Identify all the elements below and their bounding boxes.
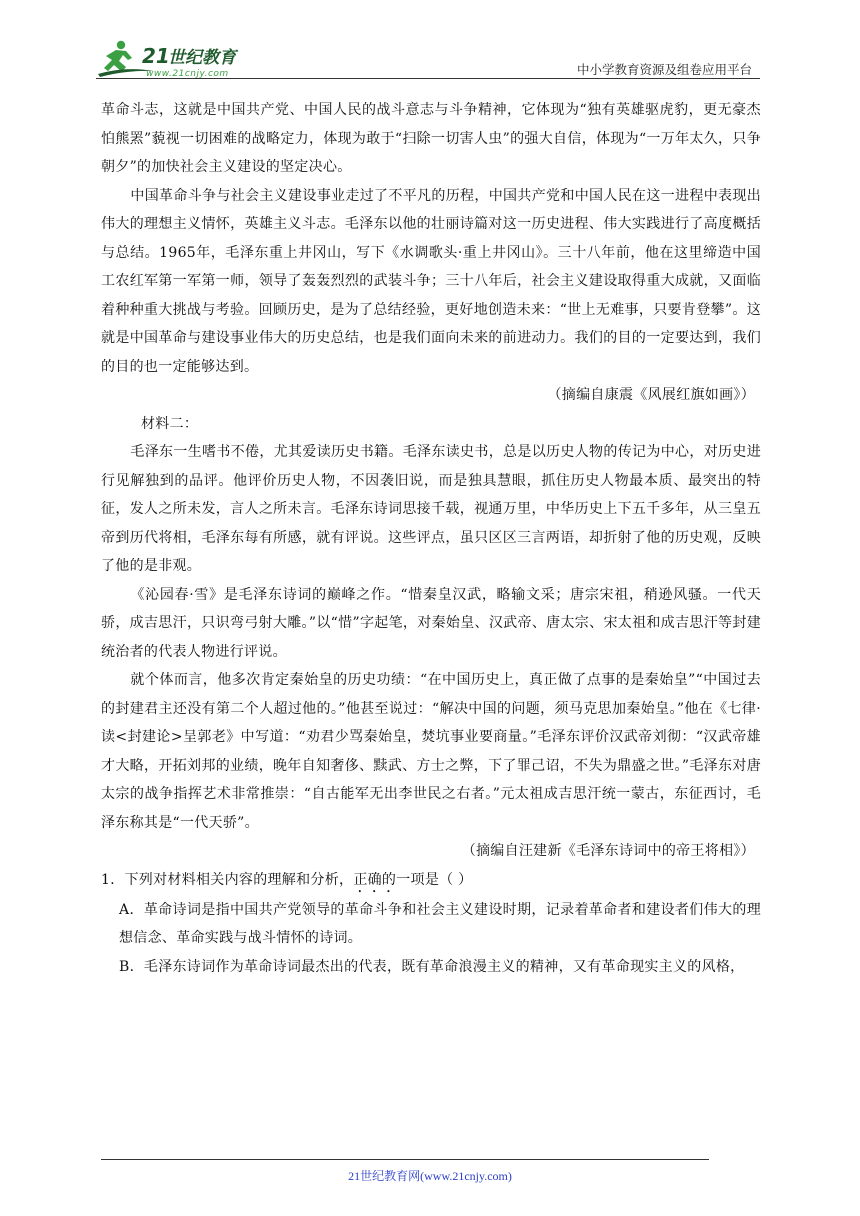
paragraph: 就个体而言，他多次肯定秦始皇的历史功绩：“在中国历史上，真正做了点事的是秦始皇”“中国过去的封建君主还没有第二个人超过他的。”他甚至说过：“解决中国的问题，须马克思加秦始皇。”他在《七律·读<封建论>呈郭老》中写道：“劝君少骂秦始皇，焚坑事业要商量。”毛泽东评价汉武帝刘彻：“汉武帝雄才大略，开拓刘邦的业绩，晚年自知奢侈、黩武、方士之弊，下了罪己诏，不失为鼎盛之世。”毛泽东对唐太宗的战争指挥艺术非常推崇：“自古能军无出李世民之右者。”元太祖成吉思汗统一蒙古，东征西讨，毛泽东称其是“一代天骄”。: [101, 672, 761, 831]
footer-link[interactable]: 21世纪教育网(www.21cnjy.com): [348, 1169, 512, 1183]
option-b: B．毛泽东诗词作为革命诗词最杰出的代表，既有革命浪漫主义的精神，又有革命现实主义的风格，: [119, 958, 745, 975]
svg-text:21: 21: [142, 44, 170, 68]
site-logo: [96, 36, 266, 80]
document-body: [101, 96, 761, 981]
footer-divider: [101, 1159, 709, 1160]
question-stem: [101, 866, 761, 896]
svg-text:www.21cnjy.com: www.21cnjy.com: [146, 69, 229, 79]
question-prefix: 1．下列对材料相关内容的理解和分析，: [101, 871, 354, 888]
svg-text:世纪教育: 世纪教育: [168, 48, 236, 68]
paragraph: 毛泽东一生嗜书不倦，尤其爱读历史书籍。毛泽东读史书，总是以历史人物的传记为中心，对历史进行见解独到的品评。他评价历史人物，不因袭旧说，而是独具慧眼，抓住历史人物最本质、最突出的特征，发人之所未发，言人之所未言。毛泽东诗词思接千载，视通万里，中华历史上下五千多年，从三皇五帝到历代将相，毛泽东每有所感，就有评说。这些评点，虽只区区三言两语，却折射了他的历史观，反映了他的是非观。: [101, 444, 761, 574]
page-header: [96, 36, 756, 80]
material-label: 材料二：: [141, 415, 199, 432]
platform-name: 中小学教育资源及组卷应用平台: [576, 62, 752, 77]
source-citation: （摘编自汪建新《毛泽东诗词中的帝王将相》）: [461, 843, 755, 859]
source-citation: （摘编自康震《风展红旗如画》）: [547, 387, 755, 403]
question-suffix: 一项是（ ）: [396, 871, 473, 888]
paragraph-continuation: 革命斗志，这就是中国共产党、中国人民的战斗意志与斗争精神，它体现为“独有英雄驱虎豹，更无豪杰怕熊罴”藐视一切困难的战略定力，体现为敢于“扫除一切害人虫”的强大自信，体现为“一万年太久，只争朝夕”的加快社会主义建设的坚定决心。: [101, 102, 761, 175]
header-divider: [96, 78, 760, 79]
option-a: A．革命诗词是指中国共产党领导的革命斗争和社会主义建设时期，记录着革命者和建设者们伟大的理想信念、革命实践与战斗情怀的诗词。: [119, 901, 761, 946]
question-emphasis: 正确的: [353, 871, 397, 888]
paragraph: 《沁园春·雪》是毛泽东诗词的巅峰之作。“惜秦皇汉武，略输文采；唐宗宋祖，稍逊风骚。一代天骄，成吉思汗，只识弯弓射大雕。”以“惜”字起笔，对秦始皇、汉武帝、唐太宗、宋太祖和成吉思汗等封建统治者的代表人物进行评说。: [101, 586, 761, 660]
paragraph: 中国革命斗争与社会主义建设事业走过了不平凡的历程，中国共产党和中国人民在这一进程中表现出伟大的理想主义情怀，英雄主义斗志。毛泽东以他的壮丽诗篇对这一历史进程、伟大实践进行了高度概括与总结。1965年，毛泽东重上井冈山，写下《水调歌头·重上井冈山》。三十八年前，他在这里缔造中国工农红军第一军第一师，领导了轰轰烈烈的武装斗争；三十八年后，社会主义建设取得重大成就，又面临着种种重大挑战与考验。回顾历史，是为了总结经验，更好地创造未来：“世上无难事，只要肯登攀”。这就是中国革命与建设事业伟大的历史总结，也是我们面向未来的前进动力。我们的目的一定要达到，我们的目的也一定能够达到。: [101, 187, 761, 375]
